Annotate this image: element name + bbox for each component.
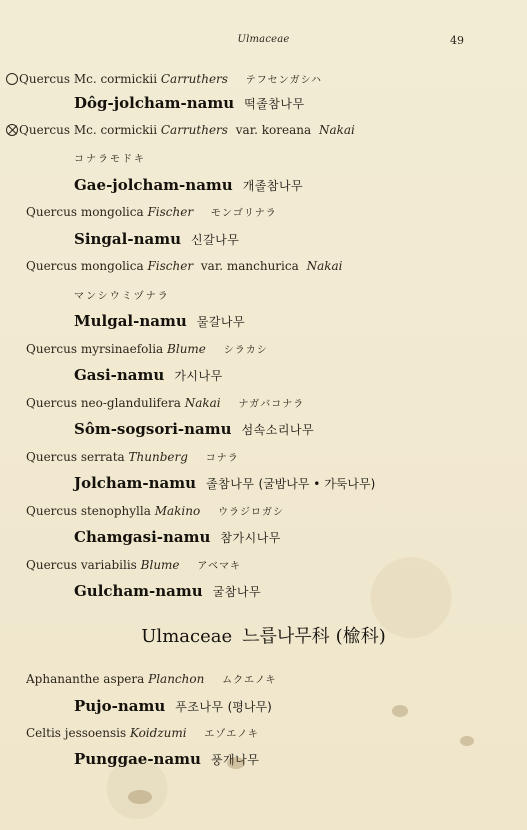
entry-korean-name: Gae-jolcham-namu 개졸참나무 xyxy=(74,176,304,194)
entry-scientific-name: Quercus serrata Thunberg コナラ xyxy=(26,450,239,464)
circle-marker-icon xyxy=(6,73,18,85)
entry-korean-name: Mulgal-namu 물갈나무 xyxy=(74,312,246,330)
entry-scientific-name: Quercus myrsinaefolia Blume シラカシ xyxy=(26,342,268,356)
paper-stain xyxy=(460,736,474,746)
entry-scientific-name: Quercus Mc. cormickii Carruthers テフセンガシハ xyxy=(6,71,322,86)
entry-korean-name: Gulcham-namu 굴참나무 xyxy=(74,582,262,600)
paper-stain xyxy=(392,705,408,717)
running-title: Ulmaceae xyxy=(237,34,290,45)
entry-korean-name: Punggae-namu 풍개나무 xyxy=(74,750,260,768)
page-header xyxy=(0,34,527,54)
entry-korean-name: Pujo-namu 푸조나무 (평나무) xyxy=(74,697,272,715)
entry-scientific-name: Quercus variabilis Blume アベマキ xyxy=(26,558,241,572)
entry-scientific-name: Quercus Mc. cormickii Carruthers var. koreana Nakai xyxy=(6,123,355,137)
family-korean-name: 느릅나무科 xyxy=(242,626,330,647)
family-latin-name: Ulmaceae xyxy=(141,626,233,647)
entry-korean-name: Gasi-namu 가시나무 xyxy=(74,366,223,384)
entry-korean-name: Sôm-sogsori-namu 섬속소리나무 xyxy=(74,420,315,438)
entry-korean-name: Jolcham-namu 졸참나무 (굴밤나무 • 가둑나무) xyxy=(74,474,376,492)
entry-korean-name: Chamgasi-namu 참가시나무 xyxy=(74,528,281,546)
paper-stain xyxy=(227,757,245,769)
entry-scientific-name: Aphananthe aspera Planchon ムクエノキ xyxy=(26,672,277,686)
entry-scientific-name: Quercus stenophylla Makino ウラジロガシ xyxy=(26,504,285,518)
entry-japanese-name: コナラモドキ xyxy=(74,154,146,165)
entry-scientific-name: Quercus neo-glandulifera Nakai ナガバコナラ xyxy=(26,396,305,410)
entry-scientific-name: Quercus mongolica Fischer var. manchurica Nakai xyxy=(26,259,343,273)
paper-stain xyxy=(128,790,152,804)
family-hanja-name: (楡科) xyxy=(335,626,386,647)
entry-korean-name: Dôg-jolcham-namu 떡졸참나무 xyxy=(74,94,305,112)
entry-scientific-name: Quercus mongolica Fischer モンゴリナラ xyxy=(26,205,277,219)
crossed-circle-marker-icon xyxy=(6,124,18,136)
entry-scientific-name: Celtis jessoensis Koidzumi エゾエノキ xyxy=(26,726,259,740)
family-section-heading xyxy=(0,622,527,648)
entry-japanese-name: マンシウミヅナラ xyxy=(74,291,170,302)
entry-korean-name: Singal-namu 신갈나무 xyxy=(74,230,240,248)
page-number: 49 xyxy=(450,34,464,47)
